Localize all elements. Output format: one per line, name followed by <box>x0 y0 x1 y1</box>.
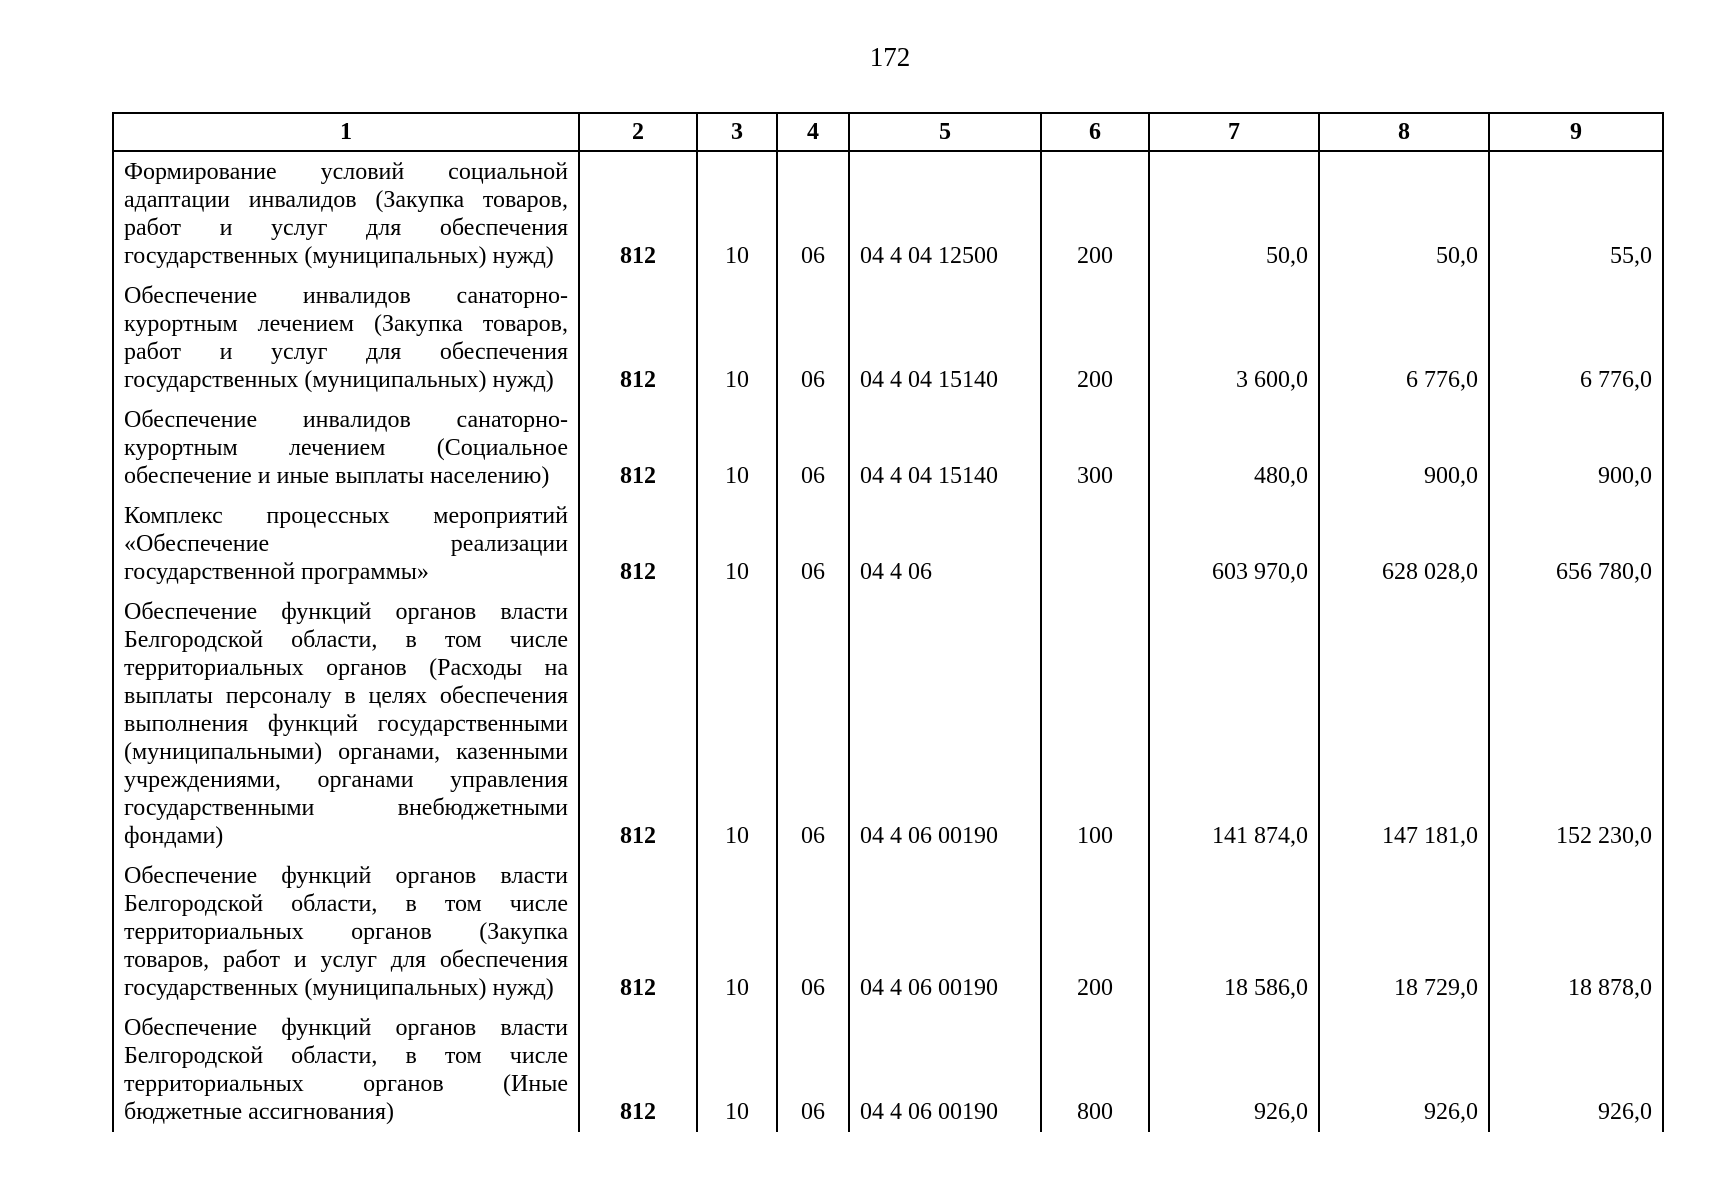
row-section: 10 <box>697 856 777 1008</box>
row-amount-year-1: 926,0 <box>1149 1008 1319 1132</box>
row-amount-year-1: 3 600,0 <box>1149 276 1319 400</box>
row-grbs-code: 812 <box>579 856 697 1008</box>
row-target-article: 04 4 06 <box>849 496 1041 592</box>
table-row <box>113 592 1663 856</box>
budget-table <box>112 112 1664 1132</box>
row-expense-type: 200 <box>1041 276 1149 400</box>
row-grbs-code: 812 <box>579 592 697 856</box>
row-amount-year-3: 900,0 <box>1489 400 1663 496</box>
column-header-1: 1 <box>113 113 579 151</box>
row-amount-year-2: 926,0 <box>1319 1008 1489 1132</box>
row-subsection: 06 <box>777 496 849 592</box>
row-subsection: 06 <box>777 1008 849 1132</box>
row-subsection: 06 <box>777 151 849 276</box>
row-amount-year-2: 900,0 <box>1319 400 1489 496</box>
row-amount-year-3: 6 776,0 <box>1489 276 1663 400</box>
row-description: Обеспечение инвалидов санаторно-курортным лечением (Закупка товаров, работ и услуг для обеспечения государственных (муниципальных) нужд) <box>113 276 579 400</box>
row-amount-year-3: 656 780,0 <box>1489 496 1663 592</box>
column-header-3: 3 <box>697 113 777 151</box>
row-section: 10 <box>697 276 777 400</box>
table-row <box>113 151 1663 276</box>
row-amount-year-3: 55,0 <box>1489 151 1663 276</box>
row-target-article: 04 4 04 15140 <box>849 400 1041 496</box>
table-row <box>113 276 1663 400</box>
row-description: Обеспечение функций органов власти Белгородской области, в том числе территориальных органов (Закупка товаров, работ и услуг для обеспечения государственных (муниципальных) нужд) <box>113 856 579 1008</box>
row-section: 10 <box>697 496 777 592</box>
column-header-7: 7 <box>1149 113 1319 151</box>
row-grbs-code: 812 <box>579 151 697 276</box>
page-number: 172 <box>869 42 911 72</box>
table-row <box>113 496 1663 592</box>
row-amount-year-3: 18 878,0 <box>1489 856 1663 1008</box>
row-section: 10 <box>697 400 777 496</box>
row-description: Обеспечение инвалидов санаторно-курортным лечением (Социальное обеспечение и иные выплаты населению) <box>113 400 579 496</box>
row-amount-year-2: 6 776,0 <box>1319 276 1489 400</box>
row-target-article: 04 4 06 00190 <box>849 1008 1041 1132</box>
row-amount-year-2: 628 028,0 <box>1319 496 1489 592</box>
row-amount-year-2: 147 181,0 <box>1319 592 1489 856</box>
row-description: Обеспечение функций органов власти Белгородской области, в том числе территориальных органов (Расходы на выплаты персоналу в целях обеспечения выполнения функций государственными (муниципальными) органами, казенными учреждениями, органами управления государственными внебюджетными фондами) <box>113 592 579 856</box>
row-expense-type: 100 <box>1041 592 1149 856</box>
row-expense-type: 200 <box>1041 151 1149 276</box>
row-amount-year-2: 18 729,0 <box>1319 856 1489 1008</box>
row-section: 10 <box>697 592 777 856</box>
row-target-article: 04 4 06 00190 <box>849 856 1041 1008</box>
row-amount-year-1: 18 586,0 <box>1149 856 1319 1008</box>
table-row <box>113 1008 1663 1132</box>
row-amount-year-1: 50,0 <box>1149 151 1319 276</box>
row-description: Обеспечение функций органов власти Белгородской области, в том числе территориальных органов (Иные бюджетные ассигнования) <box>113 1008 579 1132</box>
row-subsection: 06 <box>777 592 849 856</box>
row-subsection: 06 <box>777 400 849 496</box>
header-row <box>113 113 1663 151</box>
column-header-9: 9 <box>1489 113 1663 151</box>
column-header-6: 6 <box>1041 113 1149 151</box>
row-target-article: 04 4 04 15140 <box>849 276 1041 400</box>
column-header-4: 4 <box>777 113 849 151</box>
row-grbs-code: 812 <box>579 1008 697 1132</box>
row-description: Формирование условий социальной адаптации инвалидов (Закупка товаров, работ и услуг для обеспечения государственных (муниципальных) нужд) <box>113 151 579 276</box>
row-amount-year-2: 50,0 <box>1319 151 1489 276</box>
column-header-2: 2 <box>579 113 697 151</box>
row-amount-year-1: 480,0 <box>1149 400 1319 496</box>
row-expense-type: 200 <box>1041 856 1149 1008</box>
column-header-5: 5 <box>849 113 1041 151</box>
row-subsection: 06 <box>777 856 849 1008</box>
table-row <box>113 856 1663 1008</box>
row-amount-year-3: 926,0 <box>1489 1008 1663 1132</box>
table-row <box>113 400 1663 496</box>
row-grbs-code: 812 <box>579 400 697 496</box>
row-grbs-code: 812 <box>579 496 697 592</box>
row-amount-year-3: 152 230,0 <box>1489 592 1663 856</box>
row-expense-type: 300 <box>1041 400 1149 496</box>
row-target-article: 04 4 06 00190 <box>849 592 1041 856</box>
row-section: 10 <box>697 151 777 276</box>
row-section: 10 <box>697 1008 777 1132</box>
row-grbs-code: 812 <box>579 276 697 400</box>
row-amount-year-1: 141 874,0 <box>1149 592 1319 856</box>
row-expense-type: 800 <box>1041 1008 1149 1132</box>
row-amount-year-1: 603 970,0 <box>1149 496 1319 592</box>
column-header-8: 8 <box>1319 113 1489 151</box>
row-target-article: 04 4 04 12500 <box>849 151 1041 276</box>
row-expense-type <box>1041 496 1149 592</box>
row-description: Комплекс процессных мероприятий «Обеспечение реализации государственной программы» <box>113 496 579 592</box>
row-subsection: 06 <box>777 276 849 400</box>
